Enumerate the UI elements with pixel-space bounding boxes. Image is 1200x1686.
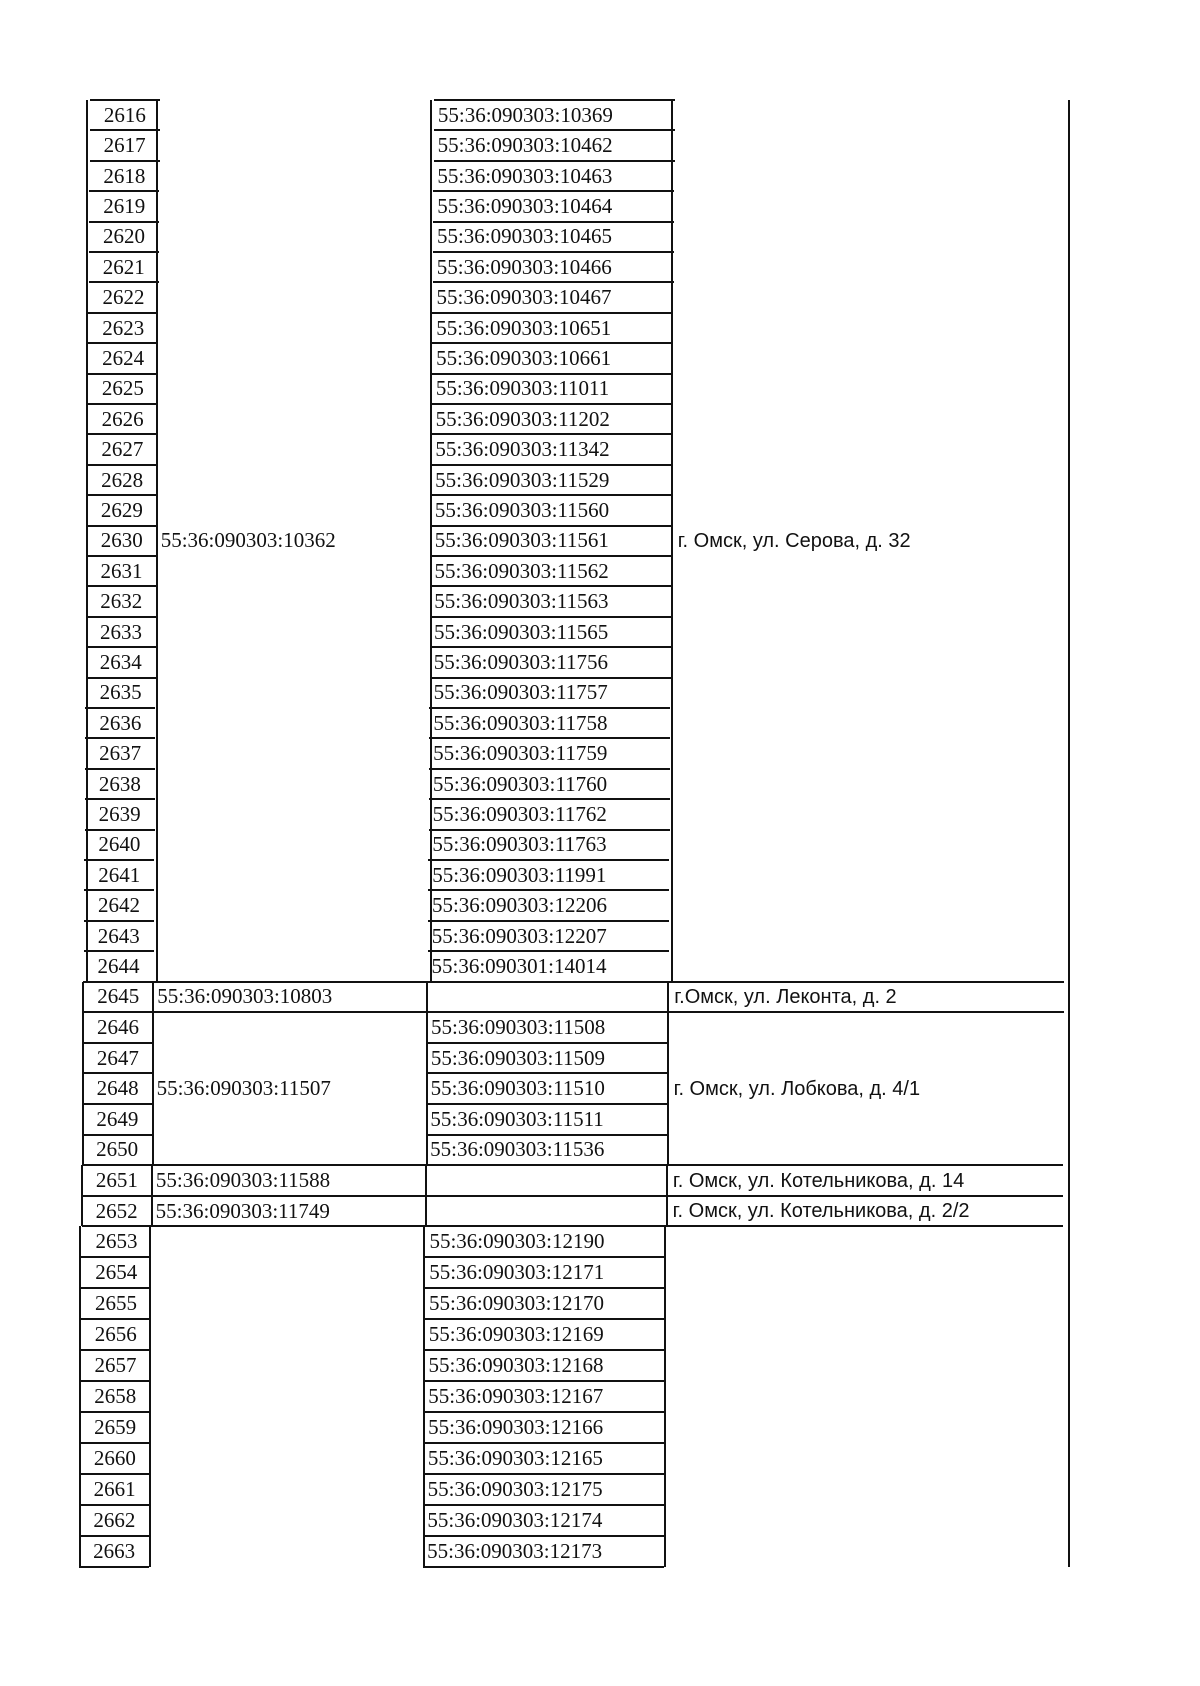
row-rule: [423, 1535, 664, 1537]
sub-parcel-number: 55:36:090303:11202: [435, 406, 610, 431]
row-rule: [424, 1411, 665, 1413]
row-rule: [429, 737, 670, 739]
row-number: 2653: [95, 1229, 138, 1254]
row-rule: [87, 555, 157, 557]
row-rule: [88, 403, 158, 405]
row-number: 2631: [100, 558, 143, 583]
sub-parcel-number: 55:36:090303:12173: [427, 1539, 603, 1564]
group-separator: [82, 1164, 1063, 1166]
row-rule: [434, 160, 675, 162]
row-number: 2647: [96, 1045, 139, 1070]
number-column-left: [82, 1012, 84, 1165]
row-number: 2616: [103, 102, 146, 127]
number-column-left: [86, 100, 88, 982]
row-rule: [81, 1318, 151, 1320]
number-column-left: [81, 1196, 83, 1227]
row-rule: [85, 798, 155, 800]
row-rule: [89, 190, 159, 192]
row-number: 2645: [97, 984, 140, 1009]
sub-parcel-number: 55:36:090303:12169: [428, 1322, 604, 1347]
row-rule: [424, 1380, 665, 1382]
row-rule: [89, 281, 159, 283]
row-rule: [89, 251, 159, 253]
row-number: 2632: [100, 589, 143, 614]
row-number: 2630: [100, 528, 143, 553]
row-rule: [86, 616, 156, 618]
row-number: 2651: [95, 1168, 138, 1192]
row-rule: [434, 99, 675, 101]
row-rule: [432, 373, 673, 375]
group-separator: [83, 981, 1064, 983]
row-rule: [84, 859, 154, 861]
row-number: 2648: [96, 1076, 139, 1101]
row-rule: [87, 525, 157, 527]
row-rule: [431, 525, 672, 527]
row-rule: [432, 403, 673, 405]
sub-parcel-number: 55:36:090303:10661: [436, 345, 612, 370]
sub-parcel-number: 55:36:090303:11758: [433, 710, 608, 735]
sub-parcel-number: 55:36:090303:12207: [431, 923, 607, 948]
sub-parcel-number: 55:36:090303:10651: [436, 315, 612, 340]
row-number: 2624: [102, 345, 145, 370]
row-number: 2623: [102, 315, 145, 340]
row-rule: [429, 768, 670, 770]
row-rule: [433, 251, 674, 253]
row-rule: [90, 99, 160, 101]
row-number: 2657: [94, 1353, 137, 1378]
sub-parcel-number: 55:36:090303:11536: [430, 1137, 605, 1162]
sub-column-right: [666, 1165, 668, 1196]
row-rule: [433, 190, 674, 192]
sub-parcel-number: 55:36:090303:11529: [435, 467, 610, 492]
row-rule: [86, 646, 156, 648]
row-rule: [425, 1318, 666, 1320]
sub-parcel-number: 55:36:090303:11561: [434, 528, 609, 553]
row-rule: [430, 677, 671, 679]
sub-parcel-number: 55:36:090303:11342: [435, 437, 610, 462]
row-number: 2619: [103, 193, 146, 218]
sub-parcel-number: 55:36:090303:12166: [428, 1415, 604, 1440]
number-column-left: [82, 982, 84, 1013]
row-rule: [432, 312, 673, 314]
row-rule: [430, 585, 671, 587]
row-rule: [430, 616, 671, 618]
row-number: 2633: [100, 619, 143, 644]
sub-parcel-number: 55:36:090303:10466: [436, 254, 612, 279]
sub-parcel-number: 55:36:090303:12175: [427, 1477, 603, 1502]
row-number: 2626: [101, 406, 144, 431]
sub-column-left: [426, 1012, 428, 1165]
address: г.Омск, ул. Леконта, д. 2: [674, 985, 897, 1008]
row-rule: [82, 1103, 152, 1105]
row-rule: [88, 312, 158, 314]
row-rule: [425, 1256, 666, 1258]
row-number: 2628: [101, 467, 144, 492]
sub-parcel-number: 55:36:090303:10369: [437, 102, 613, 127]
row-rule: [80, 1442, 150, 1444]
row-number: 2635: [99, 680, 142, 705]
sub-column-left: [430, 100, 432, 982]
row-number: 2622: [102, 285, 145, 310]
row-number: 2652: [95, 1198, 138, 1223]
sub-parcel-number: 55:36:090303:11756: [433, 649, 609, 674]
row-number: 2643: [97, 923, 140, 948]
row-rule: [431, 464, 672, 466]
sub-parcel-number: 55:36:090303:10467: [436, 285, 612, 310]
row-number: 2627: [101, 437, 144, 462]
sub-parcel-number: 55:36:090303:11560: [434, 497, 610, 522]
row-number: 2654: [95, 1260, 138, 1285]
sub-parcel-number: 55:36:090301:14014: [431, 953, 607, 978]
row-rule: [84, 950, 154, 952]
sub-parcel-number: 55:36:090303:11563: [434, 589, 609, 614]
row-rule: [423, 1504, 664, 1506]
row-rule: [86, 677, 156, 679]
sub-parcel-number: 55:36:090303:12190: [429, 1229, 605, 1254]
row-rule: [87, 433, 157, 435]
row-rule: [428, 950, 669, 952]
row-rule: [433, 281, 674, 283]
row-rule: [85, 707, 155, 709]
row-rule: [80, 1411, 150, 1413]
row-rule: [423, 1566, 664, 1568]
row-rule: [425, 1349, 666, 1351]
group-separator: [82, 1195, 1063, 1197]
row-number: 2649: [96, 1106, 139, 1131]
row-rule: [79, 1566, 149, 1568]
number-column-right: [151, 1165, 153, 1196]
number-column-right: [149, 1226, 151, 1567]
row-rule: [426, 1103, 667, 1105]
row-number: 2644: [97, 953, 140, 978]
sub-parcel-number: 55:36:090303:11509: [430, 1045, 606, 1070]
row-rule: [90, 160, 160, 162]
sub-column-left: [425, 1196, 427, 1227]
row-rule: [88, 342, 158, 344]
row-number: 2655: [94, 1291, 137, 1316]
row-rule: [429, 829, 670, 831]
row-number: 2641: [98, 862, 141, 887]
sub-column-left: [425, 1165, 427, 1196]
number-column-right: [152, 982, 154, 1013]
sub-column-left: [426, 982, 428, 1013]
row-rule: [429, 798, 670, 800]
row-rule: [427, 1042, 668, 1044]
parcel-number: 55:36:090303:10803: [157, 984, 333, 1009]
group-separator: [83, 1011, 1064, 1013]
sub-parcel-number: 55:36:090303:12171: [429, 1260, 605, 1285]
sub-parcel-number: 55:36:090303:11762: [432, 801, 607, 826]
number-column-right: [151, 1196, 153, 1227]
row-rule: [80, 1380, 150, 1382]
row-rule: [433, 221, 674, 223]
sub-column-right: [667, 982, 669, 1013]
number-column-right: [156, 100, 158, 982]
row-rule: [424, 1442, 665, 1444]
row-rule: [431, 555, 672, 557]
number-column-left: [81, 1165, 83, 1196]
row-rule: [83, 1072, 153, 1074]
row-number: 2646: [97, 1015, 140, 1039]
sub-parcel-number: 55:36:090303:12174: [427, 1508, 603, 1533]
row-number: 2650: [96, 1137, 139, 1162]
row-rule: [428, 859, 669, 861]
row-number: 2637: [99, 741, 142, 766]
sub-parcel-number: 55:36:090303:11562: [434, 558, 609, 583]
row-number: 2640: [98, 832, 141, 857]
row-rule: [428, 920, 669, 922]
sub-parcel-number: 55:36:090303:12168: [428, 1353, 604, 1378]
sub-parcel-number: 55:36:090303:11763: [432, 832, 607, 857]
row-rule: [426, 1134, 667, 1136]
address: г. Омск, ул. Котельникова, д. 2/2: [672, 1200, 970, 1223]
row-rule: [87, 464, 157, 466]
sub-parcel-number: 55:36:090303:12206: [431, 893, 607, 918]
sub-column-right: [667, 1012, 669, 1165]
row-rule: [85, 737, 155, 739]
row-number: 2660: [93, 1446, 136, 1471]
row-number: 2661: [93, 1477, 136, 1502]
parcel-number: 55:36:090303:11588: [155, 1168, 331, 1192]
sub-parcel-number: 55:36:090303:11511: [430, 1106, 604, 1131]
row-number: 2663: [93, 1539, 136, 1564]
right-border: [1068, 100, 1070, 1567]
row-rule: [81, 1256, 151, 1258]
sub-parcel-number: 55:36:090303:12165: [427, 1446, 603, 1471]
row-rule: [87, 494, 157, 496]
sub-parcel-number: 55:36:090303:11565: [434, 619, 609, 644]
row-rule: [430, 646, 671, 648]
row-rule: [81, 1287, 151, 1289]
row-rule: [84, 920, 154, 922]
number-column-right: [152, 1012, 154, 1165]
row-number: 2634: [99, 649, 142, 674]
sub-parcel-number: 55:36:090303:11510: [430, 1076, 605, 1101]
row-rule: [89, 221, 159, 223]
row-number: 2625: [101, 376, 144, 401]
row-number: 2617: [103, 133, 146, 158]
row-rule: [88, 373, 158, 375]
sub-column-right: [671, 100, 673, 982]
row-number: 2639: [98, 801, 141, 826]
row-rule: [431, 494, 672, 496]
row-rule: [432, 342, 673, 344]
sub-parcel-number: 55:36:090303:10464: [437, 193, 613, 218]
row-number: 2621: [102, 254, 145, 279]
address: г. Омск, ул. Лобкова, д. 4/1: [673, 1077, 921, 1100]
row-rule: [79, 1535, 149, 1537]
sub-column-left: [423, 1226, 425, 1567]
row-rule: [85, 768, 155, 770]
row-number: 2656: [94, 1322, 137, 1347]
row-rule: [427, 1072, 668, 1074]
row-rule: [85, 829, 155, 831]
sub-parcel-number: 55:36:090303:10463: [437, 163, 613, 188]
sub-column-right: [666, 1196, 668, 1227]
sub-parcel-number: 55:36:090303:11508: [431, 1015, 606, 1039]
sub-parcel-number: 55:36:090303:11011: [435, 376, 610, 401]
row-number: 2658: [94, 1384, 137, 1409]
row-rule: [86, 585, 156, 587]
sub-parcel-number: 55:36:090303:11991: [432, 862, 607, 887]
sub-parcel-number: 55:36:090303:11759: [433, 741, 608, 766]
parcel-number: 55:36:090303:11749: [155, 1198, 330, 1223]
row-rule: [424, 1473, 665, 1475]
row-number: 2636: [99, 710, 142, 735]
sub-column-right: [664, 1226, 666, 1567]
row-rule: [83, 1042, 153, 1044]
number-column-left: [79, 1226, 81, 1567]
group-separator: [82, 1225, 1063, 1227]
address: г. Омск, ул. Котельникова, д. 14: [672, 1169, 965, 1192]
sub-parcel-number: 55:36:090303:10465: [436, 224, 612, 249]
row-number: 2620: [102, 224, 145, 249]
address: г. Омск, ул. Серова, д. 32: [677, 529, 911, 552]
row-number: 2638: [98, 771, 141, 796]
row-rule: [434, 129, 675, 131]
parcel-number: 55:36:090303:10362: [160, 528, 336, 553]
sub-parcel-number: 55:36:090303:12167: [428, 1384, 604, 1409]
row-number: 2642: [97, 893, 140, 918]
row-rule: [431, 433, 672, 435]
row-rule: [90, 129, 160, 131]
row-number: 2629: [100, 497, 143, 522]
row-rule: [84, 889, 154, 891]
sub-parcel-number: 55:36:090303:11757: [433, 680, 608, 705]
row-number: 2618: [103, 163, 146, 188]
row-rule: [82, 1134, 152, 1136]
row-rule: [81, 1349, 151, 1351]
row-rule: [80, 1473, 150, 1475]
sub-parcel-number: 55:36:090303:10462: [437, 133, 613, 158]
row-number: 2659: [94, 1415, 137, 1440]
row-rule: [425, 1287, 666, 1289]
parcel-number: 55:36:090303:11507: [156, 1076, 331, 1101]
sub-parcel-number: 55:36:090303:11760: [432, 771, 608, 796]
row-rule: [79, 1504, 149, 1506]
row-number: 2662: [93, 1508, 136, 1533]
row-rule: [428, 889, 669, 891]
sub-parcel-number: 55:36:090303:12170: [428, 1291, 604, 1316]
row-rule: [429, 707, 670, 709]
